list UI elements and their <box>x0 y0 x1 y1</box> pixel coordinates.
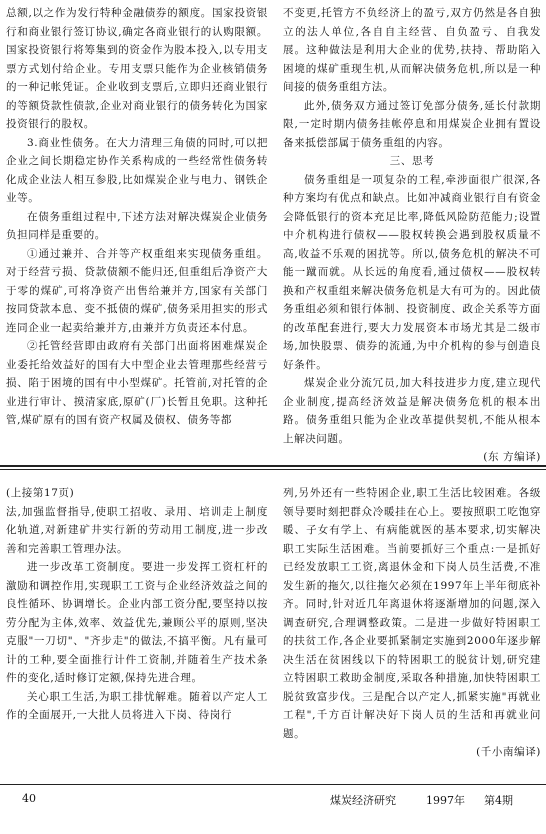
paragraph: 总额,以之作为发行特种金融债券的额度。国家投资银行和商业银行签订协议,确定各商业银行的认购限额。国家投资银行将筹集到的资金作为股本投入,以专用支票方式划付给企业。专用支票只能作为企业核销债务的一种记帐凭证。企业收到支票后,立即归还商业银行的等额贷款性债款,企业对商业银行的债务转化为国家投资银行的股权。 <box>6 7 268 130</box>
journal-issue: 第4期 <box>484 794 513 807</box>
paragraph: 3.商业性债务。在大力清理三角债的同时,可以把企业之间长期稳定协作关系构成的一些经常性债务转化成企业法人相互参股,比如煤炭企业与电力、钢铁企业等。 <box>6 136 268 204</box>
journal-year: 1997年 <box>426 794 465 807</box>
bottom-right-column <box>283 484 541 762</box>
paragraph: 关心职工生活,为职工排忧解难。随着以产定人工作的全面展开,一大批人员将进入下岗、待岗行 <box>6 690 268 721</box>
paragraph: 法,加强监督指导,使职工招收、录用、培训走上制度化轨道,对新建矿井实行新的劳动用工制度,进一步改善和完善职工管理办法。 <box>6 505 268 555</box>
top-right-column <box>283 4 541 467</box>
section-heading: 三、思考 <box>389 155 435 167</box>
journal-name: 煤炭经济研究 <box>330 794 396 807</box>
footer-rule <box>0 784 546 785</box>
paragraph: 债务重组是一项复杂的工程,牵涉面很广很深,各种方案均有优点和缺点。比如冲减商业银行自有资金会降低银行的资本充足比率,降低风险防范能力;设置中介机构进行债权——股权转换会遇到股权质量不高,收益不乐观的困扰等。所以,债务危机的解决不可能一蹴而就。从长远的角度看,通过债权——股权转换和产权重组来解决债务危机是大有可为的。因此债务重组必须和银行体制、投资制度、政企关系等方面的改革配套进行,要大力发展资本市场尤其是二级市场,加快股票、债券的流通,为中介机构的参与创造良好条件。 <box>283 173 541 371</box>
bottom-left-column <box>6 484 268 725</box>
paragraph: 不变更,托管方不负经济上的盈亏,双方仍然是各自独立的法人单位,各自自主经营、自负盈亏、自我发展。这种做法是利用大企业的优势,扶持、帮助陷入困境的煤矿重现生机,从而解决债务危机,所以是一种间接的债务重组方法。 <box>283 7 541 93</box>
top-left-column <box>6 4 268 430</box>
paragraph: ①通过兼并、合并等产权重组来实现债务重组。对于经营亏损、贷款债额不能归还,但重组后净资产大于零的煤矿,可将净资产出售给兼并方,国家有关部门按同贷款本息、变不抵债的煤矿,债务采用担实的形式连同企业一起卖给兼并方,由兼并方负责还本付息。 <box>6 247 268 334</box>
section-divider <box>0 465 546 467</box>
section-divider-inner <box>0 469 546 470</box>
continuation-note: (上接第17页) <box>6 487 75 499</box>
paragraph: 煤炭企业分流冗员,加大科技进步力度,建立现代企业制度,提高经济效益是解决债务危机的根本出路。债务重组只能为企业改革提供契机,不能从根本上解决问题。 <box>283 377 541 445</box>
paragraph: 在债务重组过程中,下述方法对解决煤炭企业债务负担同样是重要的。 <box>6 210 268 241</box>
paragraph: 此外,债务双方通过签订免部分债务,延长付款期限,一定时期内债务挂帐停息和用煤炭企业拥有置设备来抵偿部属于债务重组的内容。 <box>283 99 541 149</box>
paragraph: ②托管经营即由政府有关部门出面将困难煤炭企业委托给效益好的国有大中型企业去管理那些经营亏损、陷于困境的国有中小型煤矿。托管前,对托管的企业进行审计、摸清家底,原矿(厂)长暂且免职。这种托管,煤矿原有的国有资产权属及债权、债务等都 <box>6 340 268 426</box>
paragraph: 进一步改革工资制度。要进一步发挥工资杠杆的激励和调控作用,实现职工工资与企业经济效益之间的良性循环、协调增长。企业内部工资分配,要坚持以按劳分配为主体,效率、效益优先,兼顾公平的原则,坚决克服"一刀切"、"齐步走"的做法,不搞平衡。凡有量可计的工种,要全面推行计件工资制,并随着生产技术条件的变化,适时修订定额,保持先进合理。 <box>6 561 268 684</box>
page-number: 40 <box>22 792 36 805</box>
translator-credit: (千小南编译) <box>476 746 541 758</box>
translator-credit: (东 方编译) <box>483 451 541 463</box>
paragraph: 列,另外还有一些特困企业,职工生活比较困难。各级领导要时刻把群众冷暖挂在心上。要按照职工吃饱穿暖、子女有学上、有病能就医的基本要求,切实解决职工实际生活困难。当前要抓好三个重点:一是抓好已经发放职工工资,离退休金和下岗人员生活费,不准发生新的拖欠,以往拖欠必须在1997年上半年彻底补齐。同时,针对近几年离退休将逐渐增加的问题,深入调查研究,合理调整政策。二是进一步做好特困职工的扶贫工作,各企业要抓紧制定实施到2000年逐步解决生活在贫困线以下的特困职工的脱贫计划,研究建立特困职工救助金制度,采取各种措施,加快特困职工脱贫致富步伐。三是配合以产定人,抓紧实施"再就业工程",千方百计解决好下岗人员的生活和再就业问题。 <box>283 487 541 740</box>
